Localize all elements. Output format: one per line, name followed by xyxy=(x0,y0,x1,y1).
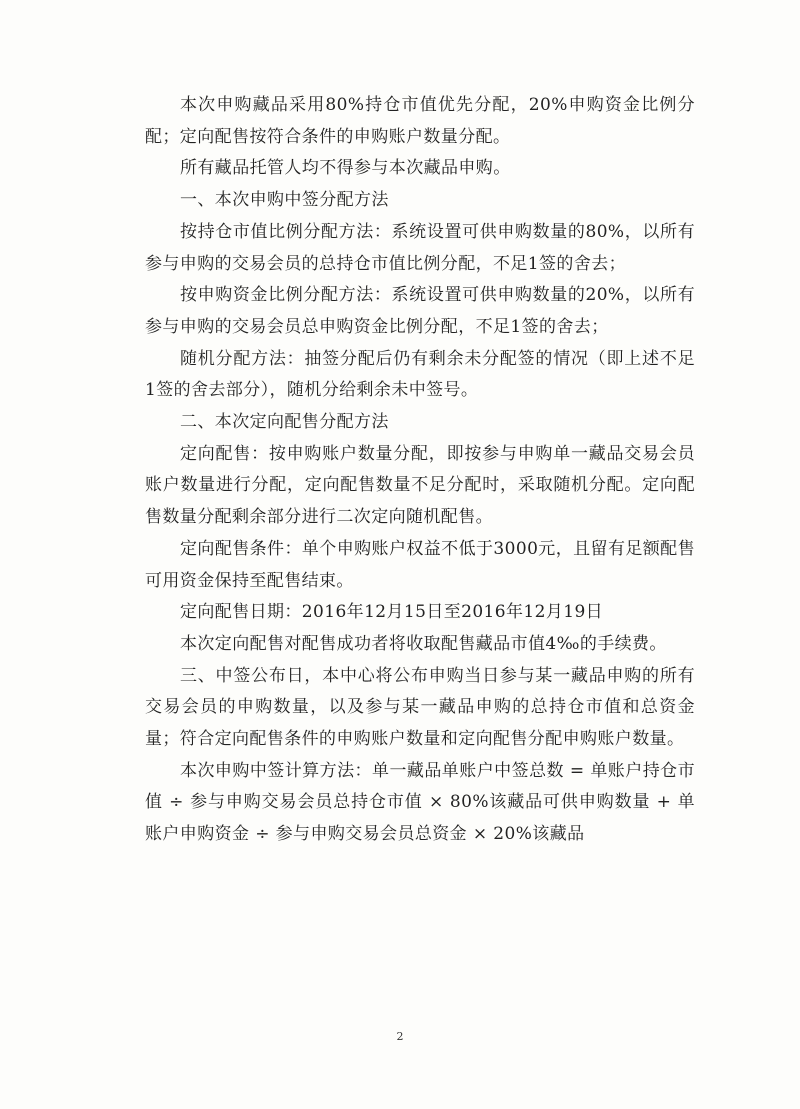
paragraph-custodian-restriction: 所有藏品托管人均不得参与本次藏品申购。 xyxy=(180,158,511,179)
paragraph-random-method: 随机分配方法：抽签分配后仍有剩余未分配签的情况（即上述不足1签的舍去部分），随机分给剩余未中签号。 xyxy=(145,348,695,401)
paragraph-allocation-intro: 本次申购藏品采用80%持仓市值优先分配，20%申购资金比例分配；定向配售按符合条件的申购账户数量分配。 xyxy=(145,95,695,147)
page-number: 2 xyxy=(396,1030,404,1043)
heading-section-2: 二、本次定向配售分配方法 xyxy=(180,412,389,433)
paragraph-calculation-method: 本次申购中签计算方法：单一藏品单账户中签总数 = 单账户持仓市值 ÷ 参与申购交易会员总持仓市值 × 80%该藏品可供申购数量 + 单账户申购资金 ÷ 参与申购交易会员总资金 × 20%该藏品 xyxy=(145,760,695,845)
paragraph-placement-conditions: 定向配售条件：单个申购账户权益不低于3000元，且留有足额配售可用资金保持至配售结束。 xyxy=(145,538,695,591)
document-body xyxy=(145,90,695,851)
paragraph-funds-method: 按申购资金比例分配方法：系统设置可供申购数量的20%，以所有参与申购的交易会员总申购资金比例分配，不足1签的舍去； xyxy=(145,285,695,337)
paragraph-section-3-announcement: 三、中签公布日，本中心将公布申购当日参与某一藏品申购的所有交易会员的申购数量，以及参与某一藏品申购的总持仓市值和总资金量；符合定向配售条件的申购账户数量和定向配售分配申购账户数量。 xyxy=(145,665,695,750)
paragraph-market-value-method: 按持仓市值比例分配方法：系统设置可供申购数量的80%，以所有参与申购的交易会员的总持仓市值比例分配，不足1签的舍去； xyxy=(145,221,695,274)
paragraph-placement-fee: 本次定向配售对配售成功者将收取配售藏品市值4‰的手续费。 xyxy=(180,633,667,654)
heading-section-1: 一、本次申购中签分配方法 xyxy=(180,190,389,211)
paragraph-directed-placement: 定向配售：按申购账户数量分配，即按参与申购单一藏品交易会员账户数量进行分配，定向配售数量不足分配时，采取随机分配。定向配售数量分配剩余部分进行二次定向随机配售。 xyxy=(145,443,695,528)
paragraph-placement-dates: 定向配售日期：2016年12月15日至2016年12月19日 xyxy=(180,602,604,623)
